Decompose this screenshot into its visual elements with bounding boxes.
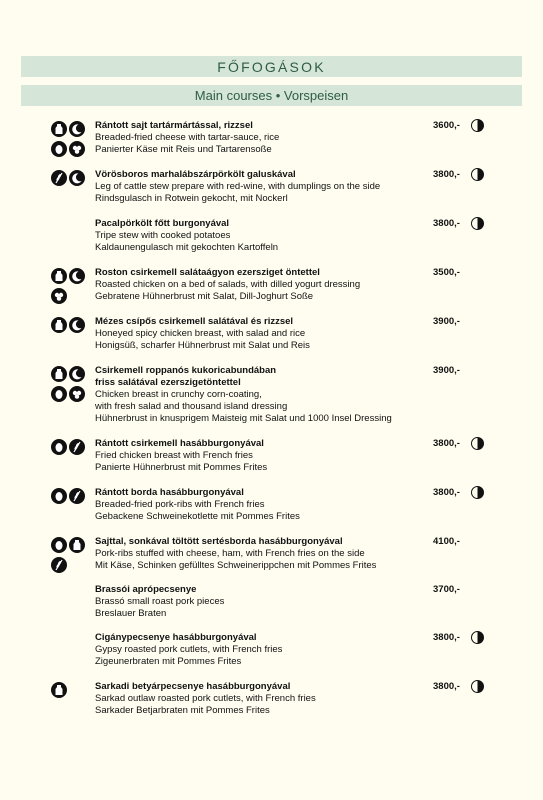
half-portion-icon [471, 631, 484, 644]
dish-text [95, 632, 435, 668]
dish-name: Roston csirkemell salátaágyon ezersziget öntettel [95, 267, 320, 278]
dish-text [95, 681, 435, 717]
page-title: FŐFOGÁSOK [21, 56, 522, 77]
allergen-icons [51, 488, 91, 508]
dish-text [95, 438, 435, 474]
dish-text [95, 536, 435, 572]
milk-icon [51, 366, 67, 382]
egg-icon [51, 439, 67, 455]
dish-text [95, 169, 435, 205]
allergen-icons [51, 121, 91, 161]
half-portion-icon [471, 486, 484, 499]
menu-item [0, 536, 543, 580]
dish-text [95, 120, 435, 156]
dish-price: 3500,- [433, 267, 460, 278]
dish-description: Sarkad outlaw roasted pork cutlets, with French fries [95, 693, 316, 704]
allergen-icon-row [51, 488, 91, 506]
allergen-icon-row [51, 141, 91, 159]
dish-description: Roasted chicken on a bed of salads, with dilled yogurt dressing [95, 279, 361, 290]
dish-description: Gebratene Hühnerbrust mit Salat, Dill-Joghurt Soße [95, 291, 314, 302]
dish-description: Gypsy roasted pork cutlets, with French fries [95, 644, 283, 655]
dish-price: 3800,- [433, 632, 460, 643]
dish-price: 3800,- [433, 681, 460, 692]
allergen-icon-row [51, 268, 91, 286]
milk-icon [51, 121, 67, 137]
dish-name: Mézes csípős csirkemell salátával és rizzsel [95, 316, 294, 327]
dish-price: 3600,- [433, 120, 460, 131]
allergen-icon-row [51, 170, 91, 188]
allergen-icon-row [51, 386, 91, 404]
half-portion-icon [471, 119, 484, 132]
dish-name: Rántott borda hasábburgonyával [95, 487, 244, 498]
dish-description: Panierte Hühnerbrust mit Pommes Frites [95, 462, 268, 473]
dish-description: Brassó small roast pork pieces [95, 596, 225, 607]
half-portion-icon [471, 680, 484, 693]
allergen-icons [51, 537, 91, 577]
wheat-icon [69, 439, 85, 455]
menu-item [0, 584, 543, 628]
allergen-icon-row [51, 682, 91, 700]
dish-description: Zigeunerbraten mit Pommes Frites [95, 656, 242, 667]
allergen-icons [51, 170, 91, 190]
milk-icon [69, 537, 85, 553]
dish-price: 3800,- [433, 218, 460, 229]
dish-description: Gebackene Schweinekotlette mit Pommes Frites [95, 511, 300, 522]
moon-icon [69, 366, 85, 382]
dish-text [95, 584, 435, 620]
dish-name: Rántott csirkemell hasábburgonyával [95, 438, 264, 449]
dish-description: Panierter Käse mit Reis und Tartarensoße [95, 144, 272, 155]
dish-text [95, 316, 435, 352]
dish-text [95, 218, 435, 254]
menu-item [0, 438, 543, 482]
dish-description: with fresh salad and thousand island dressing [95, 401, 288, 412]
dish-price: 3800,- [433, 169, 460, 180]
allergen-icons [51, 682, 91, 702]
allergen-icons [51, 317, 91, 337]
dish-description: Rindsgulasch in Rotwein gekocht, mit Nockerl [95, 193, 288, 204]
milk-icon [51, 268, 67, 284]
half-portion-icon [471, 168, 484, 181]
allergen-icon-row [51, 317, 91, 335]
milk-icon [51, 682, 67, 698]
moon-icon [69, 268, 85, 284]
moon-icon [69, 121, 85, 137]
half-portion-icon [471, 217, 484, 230]
dish-description: Breslauer Braten [95, 608, 167, 619]
dish-name: Rántott sajt tartármártással, rizzsel [95, 120, 253, 131]
wheat-icon [51, 170, 67, 186]
dish-price: 4100,- [433, 536, 460, 547]
dish-price: 3800,- [433, 438, 460, 449]
dish-description: Pork-ribs stuffed with cheese, ham, with French fries on the side [95, 548, 365, 559]
dish-name: Cigánypecsenye hasábburgonyával [95, 632, 257, 643]
dish-description: Honigsüß, scharfer Hühnerbrust mit Salat und Reis [95, 340, 310, 351]
menu-item [0, 365, 543, 424]
section-subtitle: Main courses • Vorspeisen [21, 85, 522, 106]
dish-name: Sajttal, sonkával töltött sertésborda hasábburgonyával [95, 536, 343, 547]
dish-name: Brassói aprópecsenye [95, 584, 197, 595]
dish-price: 3700,- [433, 584, 460, 595]
dish-name: Sarkadi betyárpecsenye hasábburgonyával [95, 681, 291, 692]
egg-icon [51, 488, 67, 504]
dish-description: Fried chicken breast with French fries [95, 450, 253, 461]
allergen-icon-row [51, 121, 91, 139]
menu-item [0, 120, 543, 164]
dish-name: Vörösboros marhalábszárpörkölt galuskával [95, 169, 296, 180]
wheat-icon [51, 557, 67, 573]
dish-description: Tripe stew with cooked potatoes [95, 230, 231, 241]
allergen-icons [51, 268, 91, 308]
dish-description: Leg of cattle stew prepare with red-wine, with dumplings on the side [95, 181, 381, 192]
menu-item [0, 169, 543, 213]
dish-description: Chicken breast in crunchy corn-coating, [95, 389, 262, 400]
nuts-icon [69, 386, 85, 402]
dish-description: Honeyed spicy chicken breast, with salad and rice [95, 328, 306, 339]
dish-text [95, 365, 435, 425]
menu-item [0, 218, 543, 262]
egg-icon [51, 537, 67, 553]
half-portion-icon [471, 437, 484, 450]
moon-icon [69, 170, 85, 186]
dish-description: Breaded-fried pork-ribs with French fries [95, 499, 265, 510]
dish-description: Kaldaunengulasch mit gekochten Kartoffeln [95, 242, 279, 253]
dish-name-continued: friss salátával ezerszigetöntettel [95, 377, 241, 388]
dish-price: 3900,- [433, 365, 460, 376]
menu-item [0, 681, 543, 725]
dish-name: Pacalpörkölt főtt burgonyával [95, 218, 230, 229]
dish-description: Breaded-fried cheese with tartar-sauce, rice [95, 132, 280, 143]
allergen-icon-row [51, 366, 91, 384]
allergen-icons [51, 439, 91, 459]
allergen-icon-row [51, 557, 91, 575]
allergen-icon-row [51, 288, 91, 306]
egg-icon [51, 386, 67, 402]
wheat-icon [69, 488, 85, 504]
menu-item [0, 267, 543, 311]
menu-item [0, 487, 543, 531]
moon-icon [69, 317, 85, 333]
dish-price: 3800,- [433, 487, 460, 498]
dish-text [95, 267, 435, 303]
allergen-icon-row [51, 537, 91, 555]
menu-item [0, 316, 543, 360]
egg-icon [51, 141, 67, 157]
nuts-icon [69, 141, 85, 157]
dish-name: Csirkemell roppanós kukoricabundában [95, 365, 277, 376]
menu-item [0, 632, 543, 676]
dish-description: Hühnerbrust in knusprigem Maisteig mit Salat und 1000 Insel Dressing [95, 413, 392, 424]
milk-icon [51, 317, 67, 333]
dish-price: 3900,- [433, 316, 460, 327]
dish-text [95, 487, 435, 523]
allergen-icons [51, 366, 91, 406]
nuts-icon [51, 288, 67, 304]
dish-description: Mit Käse, Schinken gefülltes Schweinerippchen mit Pommes Frites [95, 560, 377, 571]
dish-description: Sarkader Betjarbraten mit Pommes Frites [95, 705, 270, 716]
allergen-icon-row [51, 439, 91, 457]
